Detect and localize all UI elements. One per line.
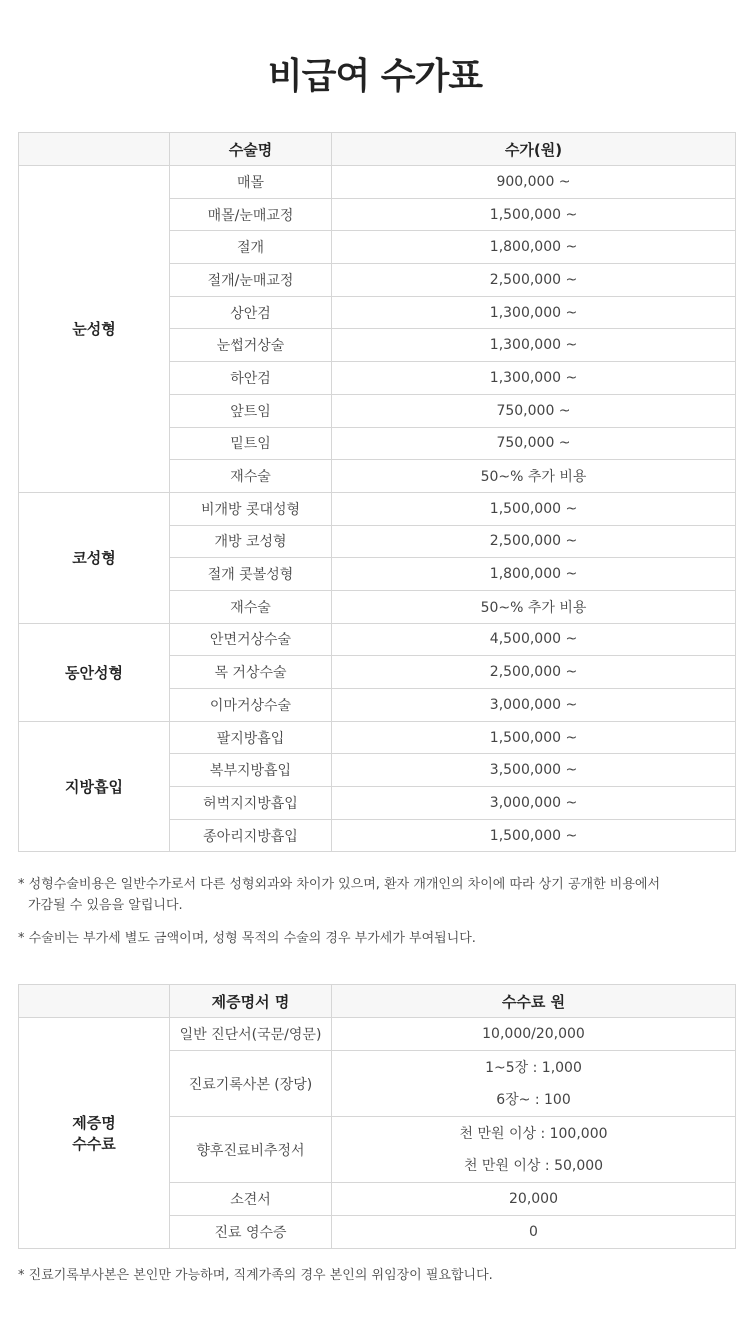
column-header <box>19 985 170 1018</box>
procedure-name: 개방 코성형 <box>170 525 332 558</box>
procedure-price: 1,800,000 ~ <box>332 231 736 264</box>
procedure-price: 1,800,000 ~ <box>332 558 736 591</box>
procedure-price: 3,000,000 ~ <box>332 787 736 820</box>
procedure-price: 750,000 ~ <box>332 427 736 460</box>
category-cell <box>19 1018 170 1249</box>
procedure-price: 50~% 추가 비용 <box>332 590 736 623</box>
procedure-price: 750,000 ~ <box>332 394 736 427</box>
document-name: 진료 영수증 <box>170 1216 332 1249</box>
fee-line: 천 만원 이상 : 50,000 <box>463 1157 604 1174</box>
fee-line: 천 만원 이상 : 100,000 <box>459 1125 608 1142</box>
procedure-price: 1,500,000 ~ <box>332 198 736 231</box>
column-header: 제증명서 명 <box>170 985 332 1018</box>
procedure-name: 재수술 <box>170 460 332 493</box>
procedure-price: 1,300,000 ~ <box>332 362 736 395</box>
procedure-name: 허벅지지방흡입 <box>170 787 332 820</box>
document-fee <box>332 1216 736 1249</box>
document-name: 소견서 <box>170 1183 332 1216</box>
table-row <box>19 623 736 656</box>
procedure-price: 2,500,000 ~ <box>332 656 736 689</box>
page-title: 비급여 수가표 <box>267 56 483 97</box>
document-fee <box>332 1051 736 1117</box>
category-cell: 코성형 <box>19 492 170 623</box>
note-item <box>18 1265 732 1286</box>
certificate-fee-table <box>18 984 736 1249</box>
procedure-name: 매몰/눈매교정 <box>170 198 332 231</box>
procedure-price: 1,500,000 ~ <box>332 492 736 525</box>
category-line: 제증명 <box>72 1114 116 1132</box>
procedure-name: 절개 <box>170 231 332 264</box>
procedure-name: 복부지방흡입 <box>170 754 332 787</box>
table-row <box>19 1018 736 1051</box>
fee-line: 10,000/20,000 <box>482 1026 585 1042</box>
column-header <box>19 133 170 166</box>
procedure-name: 종아리지방흡입 <box>170 819 332 852</box>
procedure-name: 눈썹거상술 <box>170 329 332 362</box>
procedure-price: 3,000,000 ~ <box>332 689 736 722</box>
document-fee <box>332 1018 736 1051</box>
procedure-price: 3,500,000 ~ <box>332 754 736 787</box>
surgery-notes <box>18 874 732 961</box>
category-line: 수수료 <box>72 1135 116 1153</box>
procedure-name: 절개/눈매교정 <box>170 264 332 297</box>
procedure-price: 50~% 추가 비용 <box>332 460 736 493</box>
procedure-name: 팔지방흡입 <box>170 721 332 754</box>
procedure-price: 1,500,000 ~ <box>332 721 736 754</box>
fee-line: 20,000 <box>509 1191 558 1207</box>
document-fee <box>332 1183 736 1216</box>
fee-line: 0 <box>529 1224 538 1240</box>
document-name: 일반 진단서(국문/영문) <box>170 1018 332 1051</box>
table-row <box>19 492 736 525</box>
table-header-row <box>19 133 736 166</box>
procedure-name: 재수술 <box>170 590 332 623</box>
document-name: 향후진료비추정서 <box>170 1117 332 1183</box>
procedure-name: 이마거상수술 <box>170 689 332 722</box>
fee-line: 6장~ : 100 <box>496 1091 571 1108</box>
procedure-price: 900,000 ~ <box>332 166 736 199</box>
procedure-name: 하안검 <box>170 362 332 395</box>
column-header: 수술명 <box>170 133 332 166</box>
procedure-price: 2,500,000 ~ <box>332 525 736 558</box>
surgery-fee-table <box>18 132 736 852</box>
procedure-name: 비개방 콧대성형 <box>170 492 332 525</box>
note-line: * 성형수술비용은 일반수가로서 다른 성형외과와 차이가 있으며, 환자 개개인의 차이에 따라 상기 공개한 비용에서 <box>18 877 661 892</box>
note-item <box>18 874 732 916</box>
procedure-price: 1,500,000 ~ <box>332 819 736 852</box>
procedure-name: 앞트임 <box>170 394 332 427</box>
procedure-price: 4,500,000 ~ <box>332 623 736 656</box>
note-item <box>18 928 732 949</box>
column-header: 수가(원) <box>332 133 736 166</box>
table-row <box>19 166 736 199</box>
category-cell: 지방흡입 <box>19 721 170 852</box>
table-row <box>19 721 736 754</box>
procedure-name: 상안검 <box>170 296 332 329</box>
category-cell: 동안성형 <box>19 623 170 721</box>
procedure-price: 1,300,000 ~ <box>332 329 736 362</box>
document-fee <box>332 1117 736 1183</box>
certificate-notes <box>18 1265 732 1298</box>
procedure-name: 목 거상수술 <box>170 656 332 689</box>
procedure-price: 2,500,000 ~ <box>332 264 736 297</box>
procedure-name: 밑트임 <box>170 427 332 460</box>
column-header: 수수료 원 <box>332 985 736 1018</box>
note-line: * 진료기록부사본은 본인만 가능하며, 직계가족의 경우 본인의 위임장이 필요합니다. <box>18 1268 493 1283</box>
note-line: 가감될 수 있음을 알립니다. <box>28 898 183 913</box>
category-cell: 눈성형 <box>19 166 170 493</box>
document-name: 진료기록사본 (장당) <box>170 1051 332 1117</box>
note-line: * 수술비는 부가세 별도 금액이며, 성형 목적의 수술의 경우 부가세가 부여됩니다. <box>18 931 476 946</box>
procedure-price: 1,300,000 ~ <box>332 296 736 329</box>
fee-line: 1~5장 : 1,000 <box>485 1059 582 1076</box>
table-header-row <box>19 985 736 1018</box>
procedure-name: 절개 콧볼성형 <box>170 558 332 591</box>
procedure-name: 안면거상수술 <box>170 623 332 656</box>
procedure-name: 매몰 <box>170 166 332 199</box>
